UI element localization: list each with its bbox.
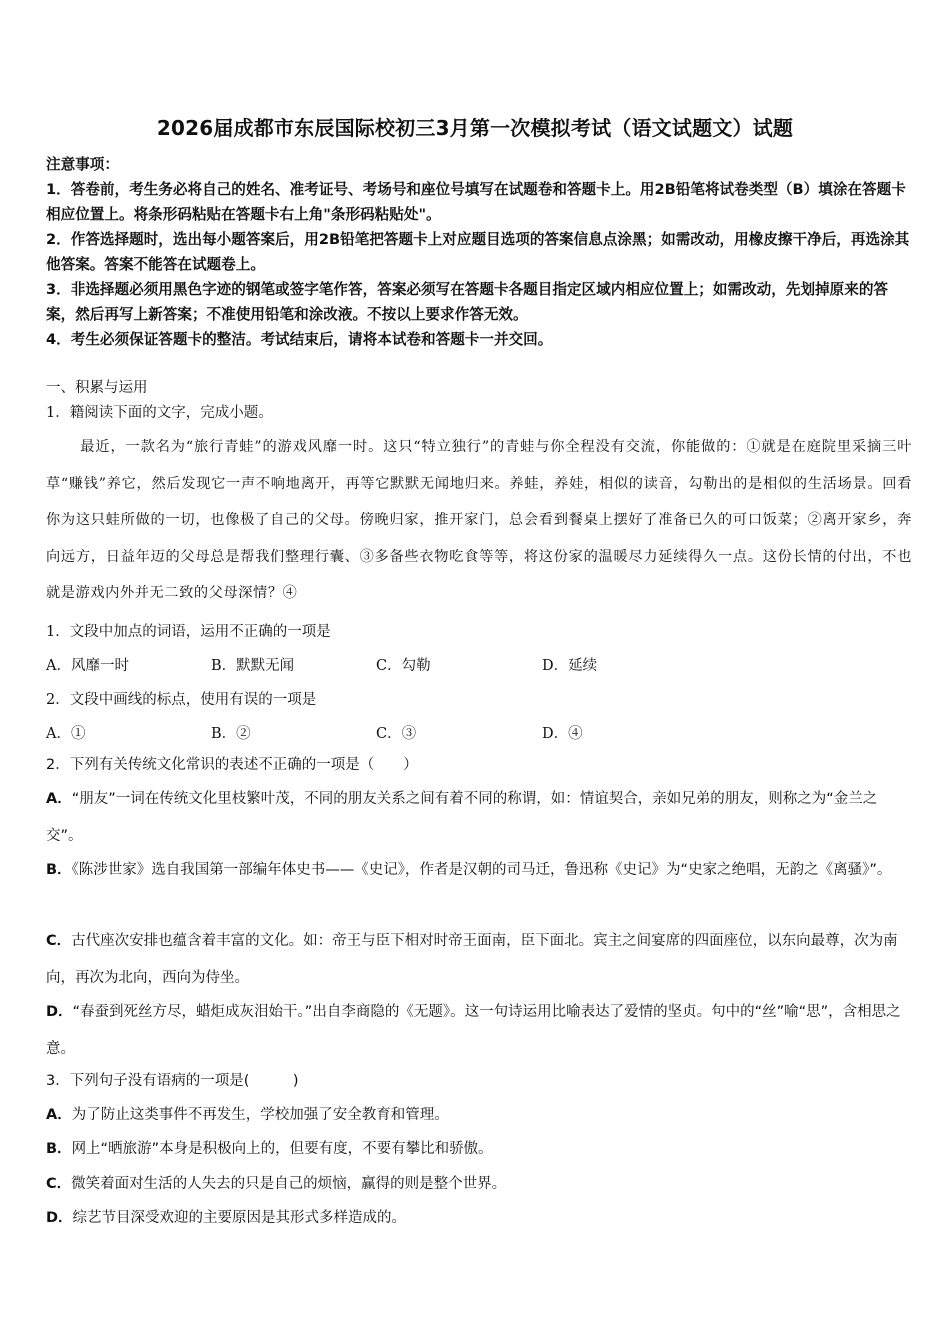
question-2-option-c: C．古代座次安排也蕴含着丰富的文化。如：帝王与臣下相对时帝王面南，臣下面北。宾主之间宴席的四面座位，以东向最尊，次为南向，再次为北向，西向为侍坐。: [46, 933, 898, 986]
notice-item: 2．作答选择题时，选出每小题答案后，用2B铅笔把答题卡上对应题目选项的答案信息点涂黑；如需改动，用橡皮擦干净后，再选涂其他答案。答案不能答在试题卷上。: [46, 231, 910, 273]
option-b: B．②: [211, 726, 251, 742]
question-3-stem: 3．下列句子没有语病的一项是( ): [46, 1073, 299, 1089]
question-3-option-a: A．为了防止这类事件不再发生，学校加强了安全教育和管理。: [46, 1107, 449, 1123]
notice-heading: 注意事项：: [46, 156, 119, 173]
option-a: A．风靡一时: [46, 658, 129, 674]
question-2-stem: 2．下列有关传统文化常识的表述不正确的一项是（ ）: [46, 757, 418, 773]
reading-passage: [46, 429, 912, 612]
option-c: C．③: [376, 726, 417, 742]
notice-item: 1．答卷前，考生务必将自己的姓名、准考证号、考场号和座位号填写在试题卷和答题卡上。用2B铅笔将试卷类型（B）填涂在答题卡相应位置上。将条形码粘贴在答题卡右上角"条形码粘贴处"。: [46, 181, 906, 223]
sub-question-1: 1．文段中加点的词语，运用不正确的一项是: [46, 624, 331, 640]
notice-item: 3．非选择题必须用黑色字迹的钢笔或签字笔作答，答案必须写在答题卡各题目指定区域内相应位置上；如需改动，先划掉原来的答案，然后再写上新答案；不准使用铅笔和涂改液。不按以上要求作答无效。: [46, 281, 889, 323]
passage-text: 最近，一款名为“旅行青蛙”的游戏风靡一时。这只“特立独行”的青蛙与你全程没有交流，你能做的：①就是在庭院里采摘三叶草“赚钱”养它，然后发现它一声不响地离开，再等它默默无闻地归来。养蛙，养娃，相似的读音，勾勒出的是相似的生活场景。回看你为这只蛙所做的一切，也像极了自己的父母。傍晚归家，推开家门，总会看到餐桌上摆好了准备已久的可口饭菜；②离开家乡，奔向远方，日益年迈的父母总是帮我们整理行囊、③多备些衣物吃食等等，将这份家的温暖尽力延续得久一点。这份长情的付出，不也就是游戏内外并无二致的父母深情？④: [46, 439, 912, 602]
notice-section: [46, 152, 912, 352]
question-3-option-c: C．微笑着面对生活的人失去的只是自己的烦恼，赢得的则是整个世界。: [46, 1176, 507, 1192]
question-3-option-d: D．综艺节目深受欢迎的主要原因是其形式多样造成的。: [46, 1210, 407, 1226]
page-title: 2026届成都市东辰国际校初三3月第一次模拟考试（语文试题文）试题: [156, 116, 794, 140]
question-3-option-b: B．网上“晒旅游”本身是积极向上的，但要有度，不要有攀比和骄傲。: [46, 1141, 493, 1157]
option-d: D．延续: [542, 658, 598, 674]
notice-item: 4．考生必须保证答题卡的整洁。考试结束后，请将本试卷和答题卡一并交回。: [46, 331, 553, 348]
question-2-option-d: D．“春蚕到死丝方尽，蜡炬成灰泪始干。”出自李商隐的《无题》。这一句诗运用比喻表达了爱情的坚贞。句中的“丝”喻“思”，含相思之意。: [46, 1004, 901, 1057]
option-c: C．勾勒: [376, 658, 431, 674]
question-2-option-a: A．“朋友”一词在传统文化里枝繁叶茂，不同的朋友关系之间有着不同的称谓，如：情谊契合，亲如兄弟的朋友，则称之为“金兰之交”。: [46, 791, 878, 844]
option-b: B．默默无闻: [211, 658, 295, 674]
question-1-stem: 1．籍阅读下面的文字，完成小题。: [46, 405, 273, 421]
question-2-option-b: B．《陈涉世家》选自我国第一部编年体史书——《史记》，作者是汉朝的司马迁，鲁迅称《史记》为“史家之绝唱，无韵之《离骚》”。: [46, 862, 892, 878]
option-a: A．①: [46, 726, 86, 742]
option-d: D．④: [542, 726, 583, 742]
sub-question-2: 2．文段中画线的标点，使用有误的一项是: [46, 692, 317, 708]
section-heading: 一、积累与运用: [46, 380, 148, 396]
